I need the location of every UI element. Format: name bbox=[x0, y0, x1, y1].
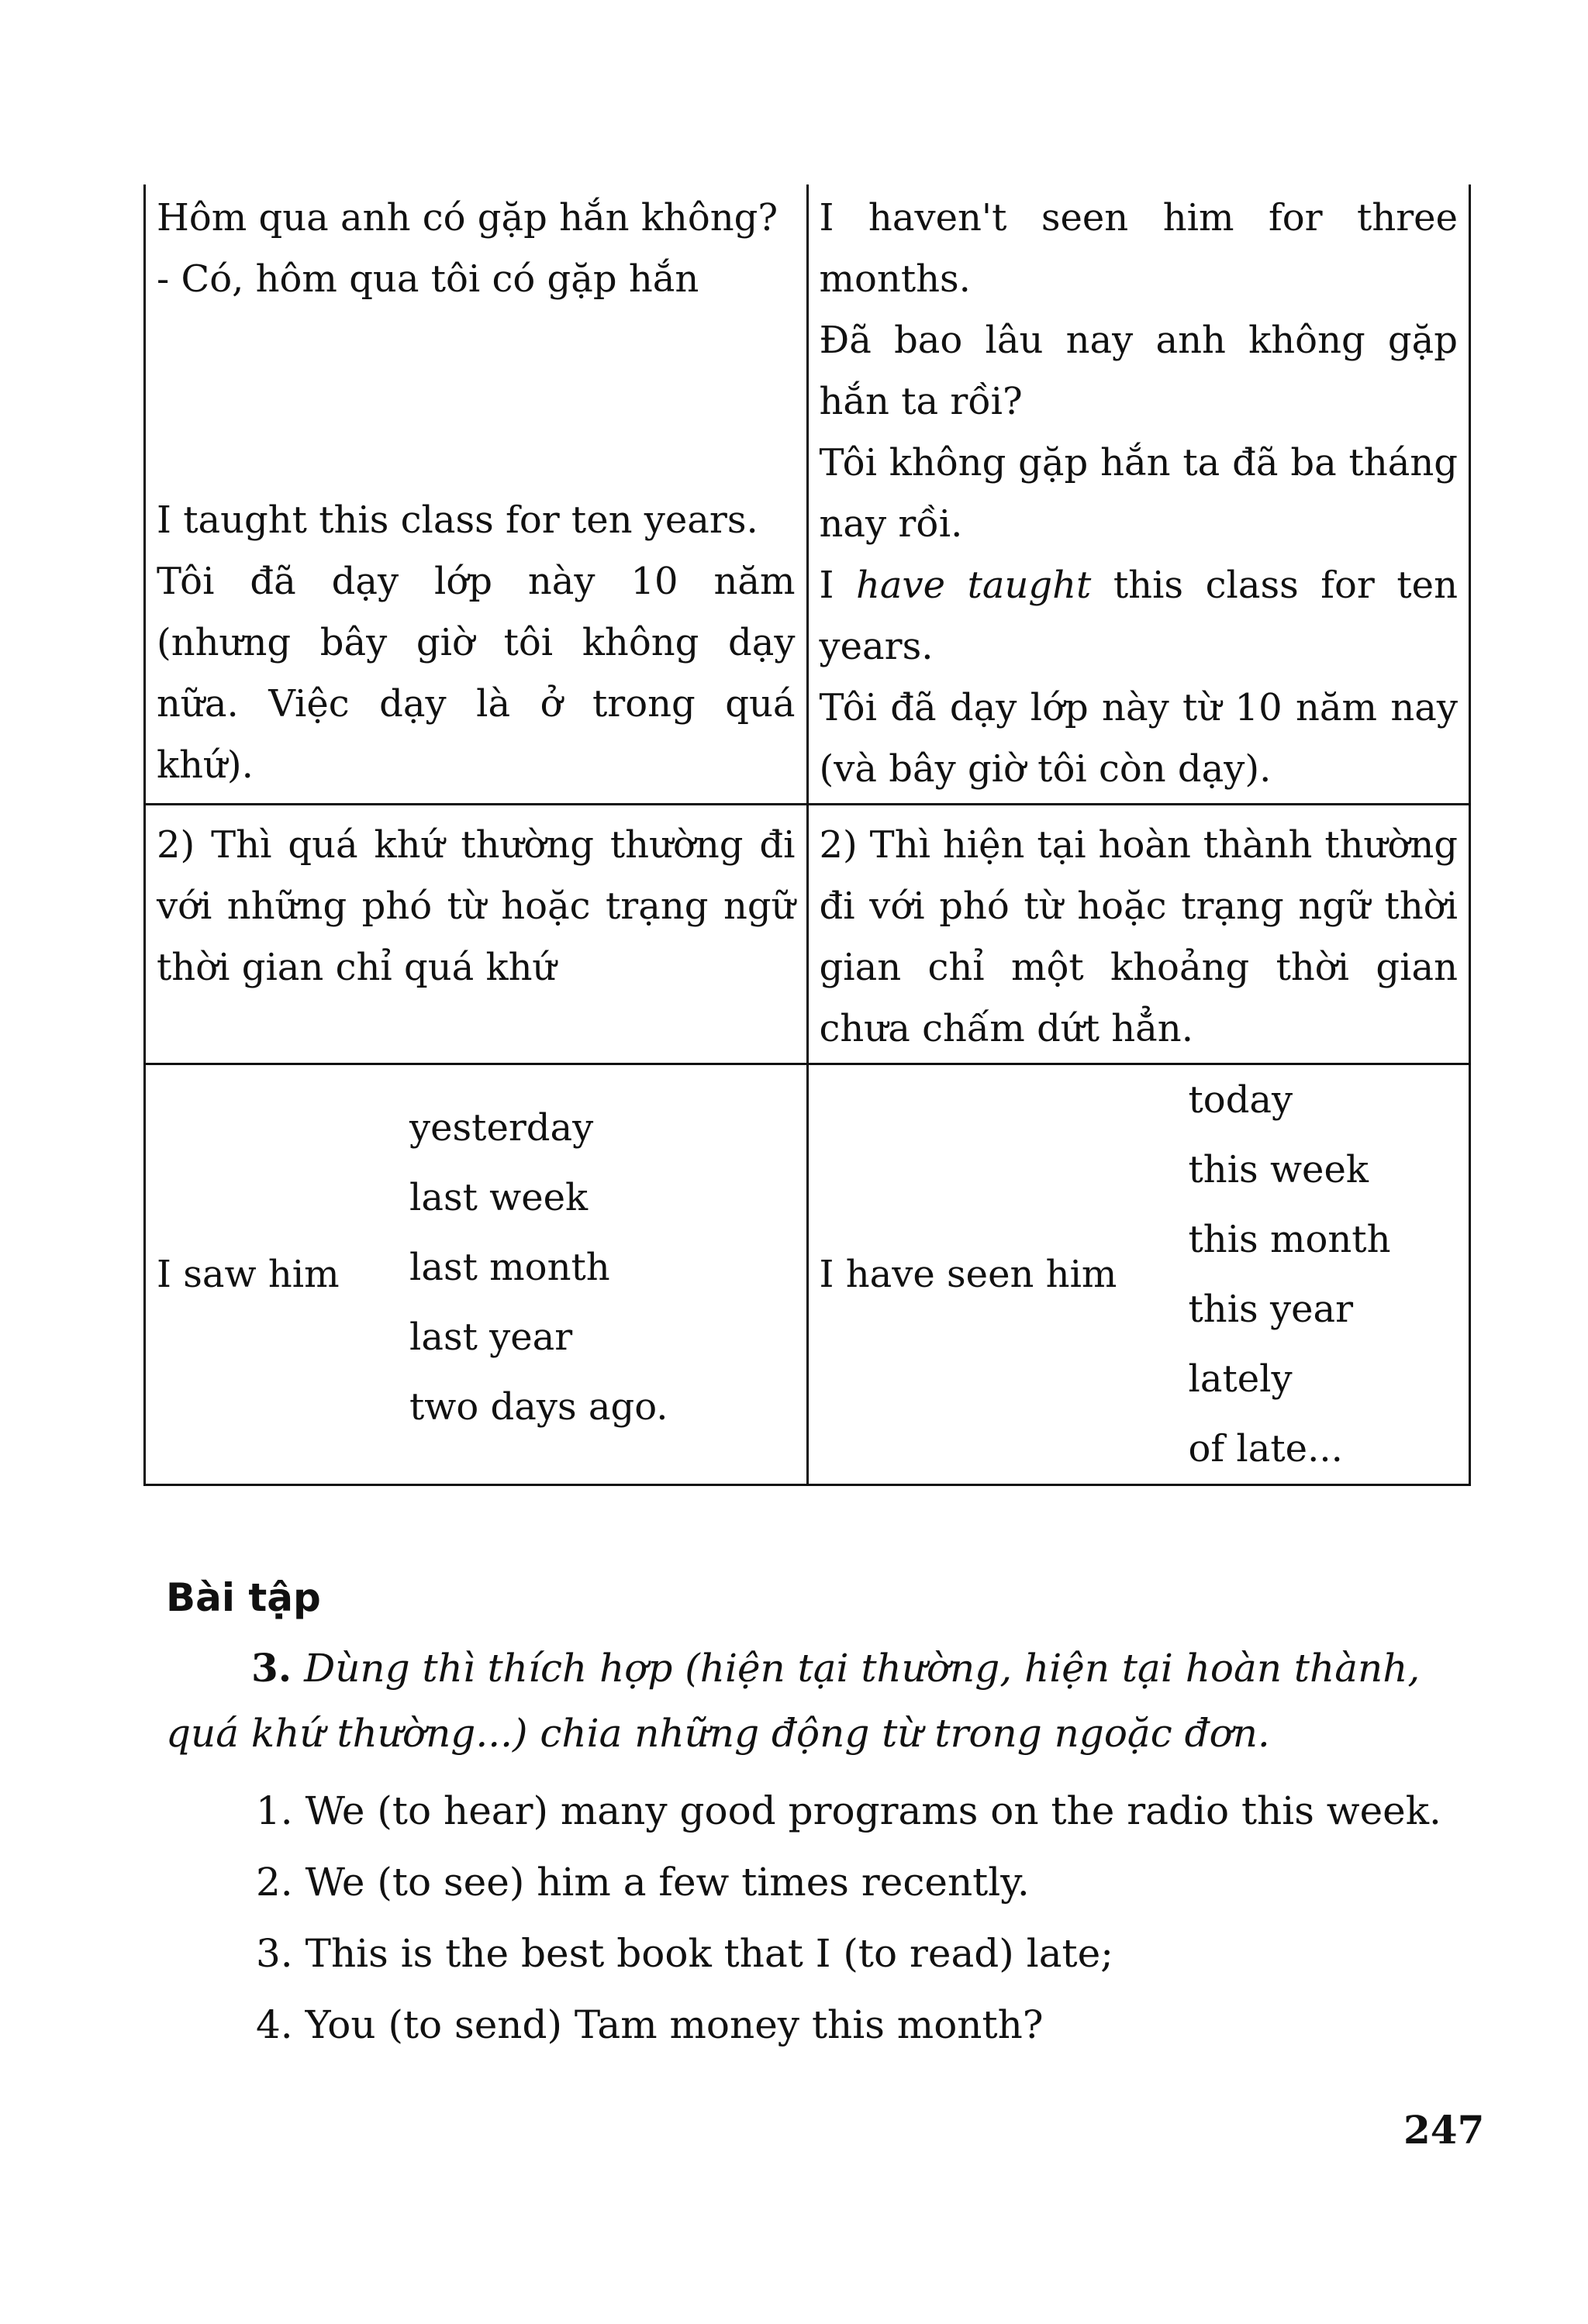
past-subject: I saw him bbox=[157, 1252, 340, 1296]
exercise-list bbox=[256, 1775, 1473, 2060]
answer-translation: Tôi không gặp hắn ta đã ba tháng nay rồi. bbox=[819, 441, 1458, 546]
list-item: of late... bbox=[1188, 1427, 1343, 1471]
list-item: lately bbox=[1188, 1357, 1293, 1401]
past-examples-cell bbox=[145, 1064, 808, 1485]
list-item: last year bbox=[409, 1315, 573, 1359]
comparison-table bbox=[143, 184, 1471, 1486]
list-item: last month bbox=[409, 1246, 610, 1289]
past-tense-rule-cell bbox=[145, 805, 808, 1064]
list-item: this year bbox=[1188, 1288, 1354, 1331]
past-time-list bbox=[409, 1093, 668, 1442]
emphasized-verb: have taught bbox=[856, 564, 1092, 607]
list-item: today bbox=[1188, 1078, 1293, 1122]
past-tense-cell bbox=[145, 184, 808, 805]
past-example-translation: Tôi đã dạy lớp này 10 năm (nhưng bây giờ tôi không dạy nữa. Việc dạy là ở trong quá khứ). bbox=[157, 560, 796, 787]
exercise-item: 2. We (to see) him a few times recently. bbox=[256, 1860, 1030, 1905]
present-perfect-subject: I have seen him bbox=[819, 1252, 1117, 1296]
past-example-sentence: I taught this class for ten years. bbox=[157, 498, 758, 542]
table-row bbox=[145, 184, 1470, 805]
exercise-item: 3. This is the best book that I (to read) late; bbox=[256, 1931, 1114, 1976]
example-sentence: I haven't seen him for three months. bbox=[819, 196, 1458, 301]
exercise-item: 4. You (to send) Tam money this month? bbox=[256, 2002, 1044, 2047]
list-item: this week bbox=[1188, 1148, 1369, 1191]
instruction-text: Dùng thì thích hợp (hiện tại thường, hiện tại hoàn thành, quá khứ thường...) chia những động từ trong ngoặc đơn. bbox=[166, 1646, 1421, 1756]
exercise-item: 1. We (to hear) many good programs on the radio this week. bbox=[256, 1788, 1441, 1833]
question-translation: Đã bao lâu nay anh không gặp hắn ta rồi? bbox=[819, 319, 1458, 423]
section-heading: Bài tập bbox=[166, 1575, 321, 1620]
question-line: Hôm qua anh có gặp hắn không? bbox=[157, 196, 778, 240]
list-item: this month bbox=[1188, 1218, 1391, 1261]
answer-line: - Có, hôm qua tôi có gặp hắn bbox=[157, 257, 699, 301]
present-perfect-rule: 2) Thì hiện tại hoàn thành thường đi với phó từ hoặc trạng ngữ thời gian chỉ một khoảng thời gian chưa chấm dứt hẳn. bbox=[819, 823, 1458, 1050]
page-number: 247 bbox=[1403, 2107, 1485, 2153]
table-row bbox=[145, 1064, 1470, 1485]
present-perfect-cell bbox=[807, 184, 1470, 805]
present-time-list bbox=[1189, 1065, 1391, 1484]
present-perfect-examples-cell bbox=[807, 1064, 1470, 1485]
list-item: yesterday bbox=[409, 1106, 594, 1150]
present-perfect-rule-cell bbox=[807, 805, 1470, 1064]
exercise-instruction bbox=[166, 1636, 1476, 1766]
past-tense-rule: 2) Thì quá khứ thường thường đi với những phó từ hoặc trạng ngữ thời gian chỉ quá khứ bbox=[157, 823, 796, 989]
list-item: two days ago. bbox=[409, 1385, 668, 1429]
exercise-number: 3. bbox=[251, 1645, 292, 1691]
present-perfect-example-translation: Tôi đã dạy lớp này từ 10 năm nay (và bây giờ tôi còn dạy). bbox=[819, 686, 1458, 791]
table-row bbox=[145, 805, 1470, 1064]
present-perfect-example-sentence: I have taught this class for ten years. bbox=[819, 564, 1458, 668]
list-item: last week bbox=[409, 1176, 589, 1219]
